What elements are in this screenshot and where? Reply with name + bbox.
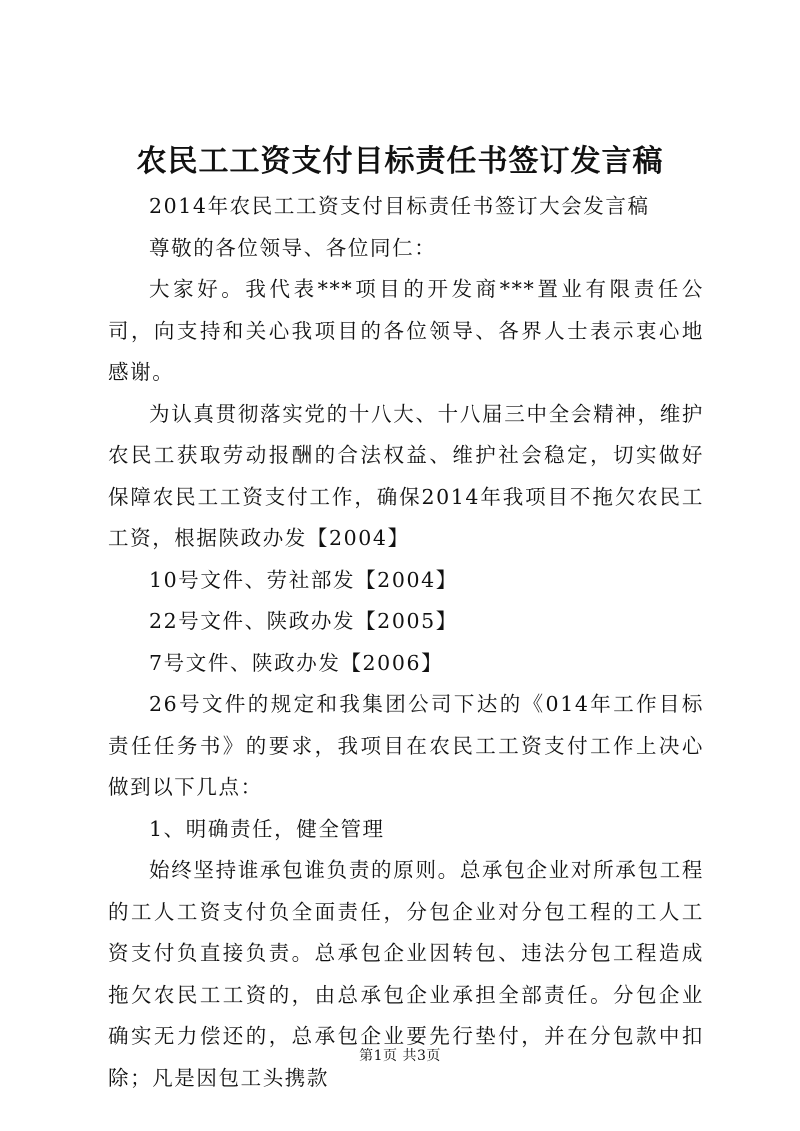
paragraph: 为认真贯彻落实党的十八大、十八届三中全会精神，维护农民工获取劳动报酬的合法权益、维护社会稳定，切实做好保障农民工工资支付工作，确保2014年我项目不拖欠农民工工资，根据陕政办发【2004】 <box>108 401 704 550</box>
paragraph: 大家好。我代表***项目的开发商***置业有限责任公司，向支持和关心我项目的各位领导、各界人士表示衷心地感谢。 <box>108 277 704 384</box>
paragraph: 2014年农民工工资支付目标责任书签订大会发言稿 <box>149 194 650 218</box>
paragraph: 1、明确责任，健全管理 <box>149 816 385 841</box>
document-title: 农民工工资支付目标责任书签订发言稿 <box>136 144 664 179</box>
paragraph: 26号文件的规定和我集团公司下达的《014年工作目标责任任务书》的要求，我项目在农民工工资支付工作上决心做到以下几点： <box>108 692 704 799</box>
paragraph: 尊敬的各位领导、各位同仁： <box>149 235 437 260</box>
paragraph: 22号文件、陕政办发【2005】 <box>149 609 458 633</box>
paragraph: 7号文件、陕政办发【2006】 <box>149 650 444 675</box>
paragraph: 始终坚持谁承包谁负责的原则。总承包企业对所承包工程的工人工资支付负全面责任，分包企业对分包工程的工人工资支付负直接负责。总承包企业因转包、违法分包工程造成拖欠农民工工资的，由总承包企业承担全部责任。分包企业确实无力偿还的，总承包企业要先行垫付，并在分包款中扣除；凡是因包工头携款 <box>108 858 704 1090</box>
document-body <box>108 186 704 1099</box>
page-footer: 第1页 共3页 <box>359 1048 441 1064</box>
paragraph: 10号文件、劳社部发【2004】 <box>149 567 458 592</box>
